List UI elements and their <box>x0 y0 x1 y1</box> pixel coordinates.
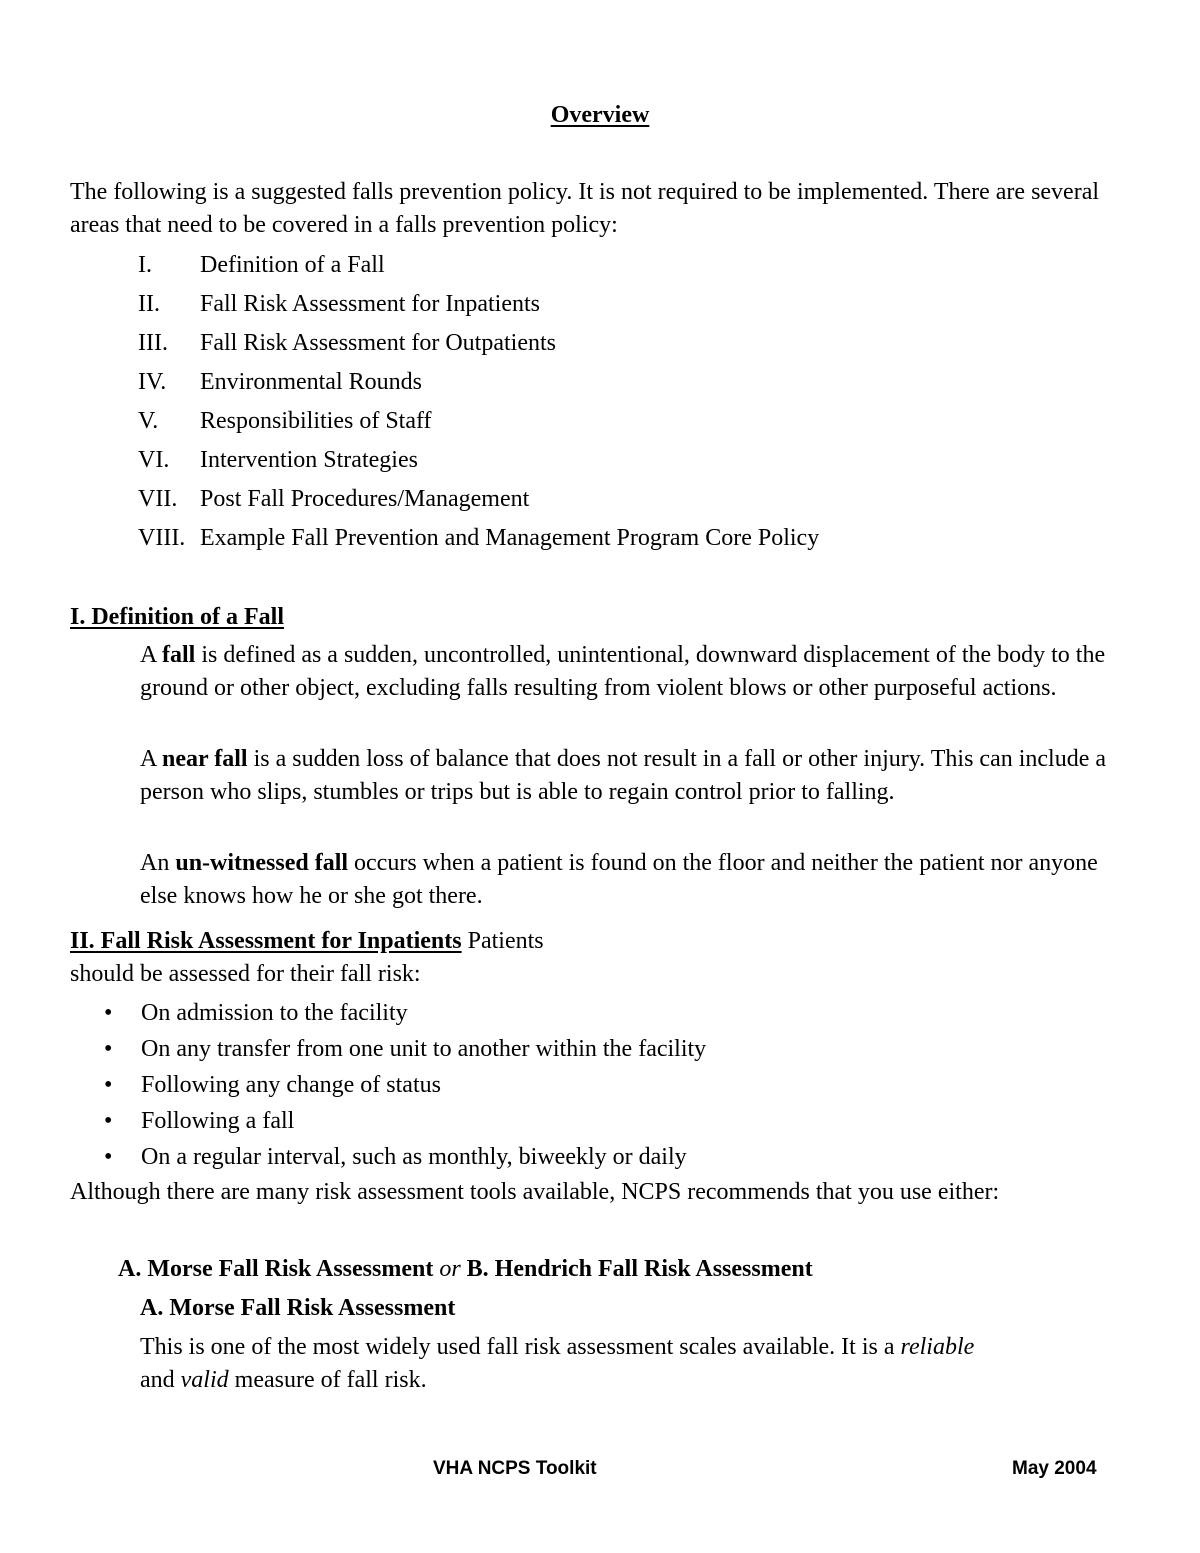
toc-label: Environmental Rounds <box>200 369 422 395</box>
toc-label: Responsibilities of Staff <box>200 408 432 434</box>
toc-label: Post Fall Procedures/Management <box>200 486 530 512</box>
toc-label: Definition of a Fall <box>200 252 385 278</box>
toc-number: I. <box>138 252 152 278</box>
toc-label: Example Fall Prevention and Management Program Core Policy <box>200 525 820 551</box>
term-valid: valid <box>180 1367 229 1393</box>
section-2-heading: II. Fall Risk Assessment for Inpatients <box>70 928 462 954</box>
tool-a: A. Morse Fall Risk Assessment <box>118 1256 434 1282</box>
toc-number: VII. <box>138 486 178 512</box>
term-reliable: reliable <box>900 1334 975 1360</box>
morse-paragraph-line-1: This is one of the most widely used fall risk assessment scales available. It is a reliable <box>140 1334 975 1360</box>
page-title: Overview <box>550 102 650 128</box>
toc-number: VIII. <box>138 525 186 551</box>
intro-paragraph: The following is a suggested falls prevention policy. It is not required to be implemented. There are several areas that need to be covered in a falls prevention policy: <box>70 179 1100 238</box>
toc-number: III. <box>138 330 168 356</box>
section-2-intro: should be assessed for their fall risk: <box>70 961 421 987</box>
term-fall: fall <box>162 642 196 668</box>
toc-label: Fall Risk Assessment for Outpatients <box>200 330 556 356</box>
footer-left: VHA NCPS Toolkit <box>433 1458 597 1479</box>
toc-label: Intervention Strategies <box>200 447 418 473</box>
morse-paragraph-line-2: and valid measure of fall risk. <box>140 1367 427 1393</box>
tool-b: B. Hendrich Fall Risk Assessment <box>466 1256 813 1282</box>
tool-or: or <box>439 1256 461 1282</box>
section-1-heading: I. Definition of a Fall <box>70 604 284 630</box>
morse-heading: A. Morse Fall Risk Assessment <box>140 1295 456 1321</box>
tools-paragraph: Although there are many risk assessment tools available, NCPS recommends that you use either: <box>70 1179 1000 1205</box>
section-2-heading-line: II. Fall Risk Assessment for Inpatients Patients <box>70 928 544 954</box>
tool-options <box>118 1253 813 1286</box>
toc-label: Fall Risk Assessment for Inpatients <box>200 291 540 317</box>
toc-number: II. <box>138 291 160 317</box>
definition-fall: A fall is defined as a sudden, uncontrolled, unintentional, downward displacement of the body to the ground or other object, excluding falls resulting from violent blows or other purposeful actions. <box>140 642 1106 701</box>
term-unwitnessed-fall: un-witnessed fall <box>175 850 349 876</box>
toc-number: V. <box>138 408 159 434</box>
footer-right: May 2004 <box>1012 1458 1097 1479</box>
definition-unwitnessed-fall: An un-witnessed fall occurs when a patient is found on the floor and neither the patient nor anyone else knows how he or she got there. <box>140 850 1098 909</box>
toc-number: IV. <box>138 369 167 395</box>
document-page: Overview The following is a suggested falls prevention policy. It is not required to be implemented. There are several areas that need to be covered in a falls prevention policy: I. Definition of a Fall II. Fall Risk Assessment for Inpatients III. Fall Risk Assessment for Outpatients IV. Environmental Rounds V. Responsibilities of Staff VI. Intervention Strategies VII. Post Fall Procedures/Management VIII. Example Fall Prevention and Management Program Core Policy I. Definition of a Fall A fall is defined as a sudden, uncontrolled, unintentional, downward displacement of the body to the ground or other object, excluding falls resulting from violent blows or other purposeful actions. A near fall is a sudden loss of balance that does not result in a fall or other injury. This can include a person who slips, stumbles or trips but is able to regain control prior to falling. An un-witnessed fall occurs when a patient is found on the floor and neither the patient nor anyone else knows how he or she got there. II. Fall Risk Assessment for Inpatients Patients should be assessed for their fall risk: • On admission to the facility • On any transfer from one unit to another within the facility • Following any change of status • Following a fall • On a regular interval, such as monthly, biweekly or daily Although there are many risk assessment tools available, NCPS recommends that you use either: A. Morse Fall Risk Assessment or B. Hendrich Fall Risk Assessment A. Morse Fall Risk Assessment This is one of the most widely used fall risk assessment scales available. It is a reliable and valid measure of fall risk. VHA NCPS Toolkit May 2004 <box>0 0 1200 1553</box>
toc-number: VI. <box>138 447 170 473</box>
definition-near-fall: A near fall is a sudden loss of balance that does not result in a fall or other injury. This can include a person who slips, stumbles or trips but is able to regain control prior to falling. <box>140 746 1107 805</box>
term-near-fall: near fall <box>162 746 248 772</box>
